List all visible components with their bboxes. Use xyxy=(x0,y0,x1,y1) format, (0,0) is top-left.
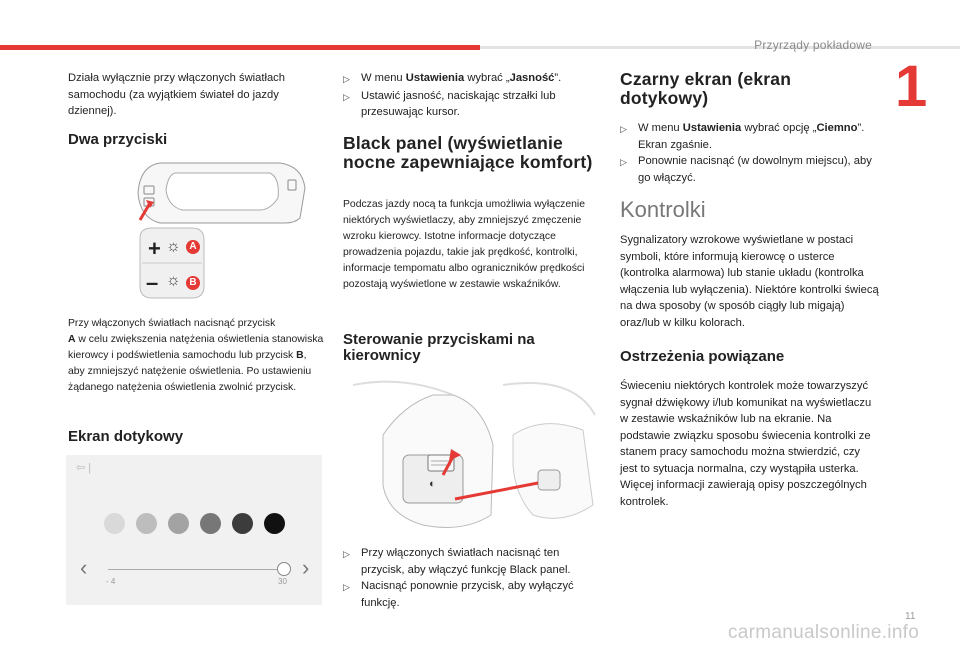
dashboard-light-icon: ☼ xyxy=(166,238,181,255)
minus-icon: – xyxy=(146,270,159,295)
black-panel-button-icon[interactable]: ◐ xyxy=(429,478,436,490)
swatch-6[interactable] xyxy=(264,513,285,534)
arrow-bullet-icon: ▷ xyxy=(343,549,350,559)
label-b-badge: B xyxy=(186,276,200,290)
arrow-bullet-icon: ▷ xyxy=(343,582,350,592)
slider-min-label: - 4 xyxy=(106,577,116,586)
chevron-left-icon[interactable]: ‹ xyxy=(80,555,88,580)
intro-text: Działa wyłącznie przy włączonych światłach samochodu (za wyjątkiem świateł do jazdy dziennej). xyxy=(68,72,285,117)
label-a-badge: A xyxy=(186,240,200,254)
swatch-4[interactable] xyxy=(200,513,221,534)
slider-max-label: 30 xyxy=(278,577,287,586)
steering-steps xyxy=(343,545,601,611)
warnings-heading: Ostrzeżenia powiązane xyxy=(620,348,785,365)
list-item: ▷ W menu Ustawienia wybrać opcję „Ciemno”. Ekran zgaśnie. xyxy=(620,120,878,153)
list-item: ▷ Ustawić jasność, naciskając strzałki lub przesuwając kursor. xyxy=(343,88,601,121)
arrow-bullet-icon: ▷ xyxy=(620,157,627,167)
brightness-slider-track[interactable] xyxy=(108,569,288,570)
section-title: Przyrządy pokładowe xyxy=(754,38,872,52)
chevron-right-icon[interactable]: › xyxy=(302,555,310,580)
dimmer-buttons-figure xyxy=(120,158,320,308)
page-number: 11 xyxy=(905,611,916,622)
chapter-number: 1 xyxy=(895,54,928,119)
black-panel-text: Podczas jazdy nocą ta funkcja umożliwia wyłączenie niektórych wyświetlaczy, aby zmniejszyć zmęczenie wzroku kierowcy. Istotne informacje dotyczące prowadzenia pojazdu, takie jak prędkość, kontrolki, informacje tempomatu albo ograniczników prędkości pozostają wyświetlone w zestawie wskaźników. xyxy=(343,199,585,290)
black-screen-steps xyxy=(620,120,878,186)
brightness-slider-thumb[interactable] xyxy=(277,562,291,576)
dimmer-caption: Przy włączonych światłach nacisnąć przycisk A w celu zwiększenia natężenia oświetlenia stanowiska kierowcy i podświetlenia samochodu lub przycisk B, aby zmniejszyć natężenie oświetlenia. Po ustawieniu żądanego natężenia oświetlenia zwolnić przycisk. xyxy=(68,318,324,393)
swatch-1[interactable] xyxy=(104,513,125,534)
kontrolki-heading: Kontrolki xyxy=(620,197,706,222)
brightness-screen-figure xyxy=(66,455,322,605)
back-arrow-icon: ⇦ | xyxy=(76,462,92,474)
header-divider xyxy=(480,46,960,49)
list-item: ▷ Przy włączonych światłach nacisnąć ten przycisk, aby włączyć funkcję Black panel. xyxy=(343,545,601,578)
swatch-5[interactable] xyxy=(232,513,253,534)
steering-wheel-illustration xyxy=(343,375,601,535)
arrow-bullet-icon: ▷ xyxy=(620,124,627,134)
steering-wheel-figure xyxy=(343,375,601,535)
black-screen-heading: Czarny ekran (ekran dotykowy) xyxy=(620,69,792,108)
swatch-2[interactable] xyxy=(136,513,157,534)
watermark-text: carmanualsonline.info xyxy=(728,622,920,643)
brightness-steps xyxy=(343,70,601,121)
brightness-swatches xyxy=(104,513,285,534)
arrow-bullet-icon: ▷ xyxy=(343,74,350,84)
two-buttons-heading: Dwa przyciski xyxy=(68,131,168,148)
steering-buttons-heading: Sterowanie przyciskami na kierownicy xyxy=(343,331,535,364)
arrow-bullet-icon: ▷ xyxy=(343,91,350,102)
plus-icon: + xyxy=(148,236,161,261)
list-item: ▷ Nacisnąć ponownie przycisk, aby wyłączyć funkcję. xyxy=(343,578,601,611)
list-item: ▷ W menu Ustawienia wybrać „Jasność”. xyxy=(343,70,601,88)
kontrolki-text: Sygnalizatory wzrokowe wyświetlane w postaci symboli, które informują kierowcę o usterce (kontrolka alarmowa) lub stanie układu (kontrolka włączenia lub wyłączenia). Niektóre kontrolki świecą na dwa sposoby (w sposób ciągły lub migają) oraz/lub w kilku kolorach. xyxy=(620,234,879,329)
list-item: ▷ Ponownie nacisnąć (w dowolnym miejscu), aby go włączyć. xyxy=(620,153,878,186)
warnings-text: Świeceniu niektórych kontrolek może towarzyszyć sygnał dźwiękowy i/lub komunikat na wyświetlaczu w zestawie wskaźników lub na ekranie. Na podstawie związku sposobu świecenia kontrolki ze stanem pracy samochodu można stwierdzić, czy jest to sytuacja normalna, czy wystąpiła usterka. Więcej informacji zawierają opisy poszczególnych kontrolek. xyxy=(620,380,872,508)
dashboard-light-icon: ☼ xyxy=(166,272,181,289)
header-accent-bar xyxy=(0,45,480,50)
swatch-3[interactable] xyxy=(168,513,189,534)
touch-screen-heading: Ekran dotykowy xyxy=(68,428,184,445)
black-panel-heading: Black panel (wyświetlanie nocne zapewniające komfort) xyxy=(343,133,593,172)
